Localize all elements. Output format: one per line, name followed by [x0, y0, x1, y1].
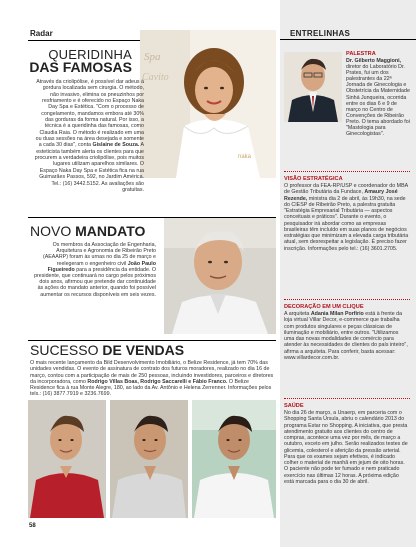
- article2-title: [30, 224, 145, 239]
- visao-person: Amaury José Rezende,: [284, 189, 398, 202]
- palestra-text: [346, 58, 410, 137]
- article2-title-light: NOVO: [30, 223, 76, 239]
- article3-text: O mais recente lançamento da Bild Desenvolvimento Imobiliário, o Belize Residence, já tem 70% das unidades vendidas. O evento de assinatura de contrato dos futuros moradores, realizado no dia 16 de março, contou com a participação de mais de 250 pessoas, incluindo investidores, parceiros e diretores da incorporadora, como: [30, 360, 274, 385]
- decoracao-heading: DECORAÇÃO EM UM CLIQUE: [284, 304, 364, 310]
- visao-text: [284, 183, 410, 252]
- page-number: 58: [29, 523, 36, 529]
- decoracao-text: [284, 311, 410, 361]
- article1-title-line2: DAS FAMOSAS: [29, 59, 132, 75]
- article2-person: João Paulo Figueiredo: [47, 260, 156, 273]
- article1-title-line1: QUERIDINHA: [48, 47, 132, 62]
- decoracao-body: A arquiteta: [284, 311, 311, 317]
- section-label: Radar: [30, 29, 53, 38]
- article3-title: [30, 343, 184, 358]
- article1-text-end: A esteticista também alerta os clientes para que procurem a verdadeira criolipólise, pois muitos lugares utilizam aparelhos similares. O Espaço Naka Day Spa e Estética fica na rua Guimarães Passos, 592, no Jardim América. Tel.: (16) 3442.5152. As avaliações são gratuitas.: [34, 142, 144, 193]
- visao-body: O professor da FEA-RP/USP e coordenador do MBA de Gestão Tributária da Fundace,: [284, 183, 408, 196]
- visao-body-end: ministra dia 2 de abril, às 19h30, na sede do CIESP de Ribeirão Preto, a palestra gratuita "Estratégia Empresarial Tributária — aspectos conceituais e práticos". Durante o evento, o pesquisador irá abordar como as empresas brasileiras têm incluído em suas planos de negócios estratégias que minimizam a elevada carga tributária atual, sem desrespeitar a legislação. É preciso fazer inscrição. Informações pelo tel.: (16) 3601.2705.: [284, 195, 409, 252]
- article3-text-end: O Belize Residence fica à rua Monte Alegre, 180, ao lado da Av. Antônio e Helena Zerrenner. Informações pelos tels.: (16) 3877.7919 e 3236.7699.: [30, 378, 272, 398]
- man-portrait-photo: [164, 218, 276, 334]
- sidebar-divider: [284, 299, 410, 300]
- palestra-heading: PALESTRA: [346, 51, 376, 57]
- article2-text-end: para a presidência da entidade. O presidente, que continuará no cargo pelos próximos dois anos, afirmou que pretende dar continuidade às ações do mandato anterior, quando foi possível aumentar os recursos disponíveis em seis vezes.: [34, 266, 156, 298]
- article3-title-bold: DE VENDAS: [102, 342, 185, 358]
- decoracao-body-end: está à frente da loja virtual Villar Decor, e-commerce que trabalha com produtos singulares e peças clássicas de iluminação e mobiliário, entre outros. "Utilizamos uma das novas modalidades de comércio para atender às necessidades de clientes do país inteiro", afirma a arquiteta. Para conferir, basta acessar: www.villardecor.com.br.: [284, 311, 408, 361]
- palestra-person: Dr. Gilberto Maggioni,: [346, 58, 402, 64]
- article1-text: Através da criolipólise, é possível dar adeus à gordura localizada sem cirurgia. O método, não invasivo, elimina os pneuzinhos por resfriamento e é oferecido no Espaço Naka Day Spa e Estética. "Com o processo de congelamento, mandamos embora até 30% das gorduras da forma natural. Por isso, a técnica é a queridinha das famosas, como Claudia Raia. O método é realizado em uma ou duas sessões na área desejada e somente a cada 30 dias", conta: [35, 79, 144, 149]
- article2-body: [34, 242, 156, 298]
- article3-people: Rodrigo Villas Boas, Rodrigo Saccarelli e Fábio Franco.: [87, 378, 228, 385]
- svg-text:Spa: Spa: [144, 51, 161, 63]
- sidebar-header: ENTRELINHAS: [290, 29, 351, 38]
- visao-heading: VISÃO ESTRATÉGICA: [284, 176, 343, 182]
- article1-title: [12, 48, 132, 74]
- woman-photo: [140, 30, 276, 178]
- palestra-body: diretor do Laboratório Dr. Prates, fui um dos palestrantes da 22ª Jornada de Ginecologia e Obstetrícia da Maternidade Sinhá Junqueira, ocorrida entre os dias 6 e 9 de março no Centro de Convenções de Ribeirão Preto. O tema abordado foi "Mastologia para Ginecologistas".: [346, 64, 410, 138]
- article2-text: Os membros da Associação de Engenharia, Arquitetura e Agronomia de Ribeirão Preto (AEAARP) foram às urnas no dia 25 de março e reelegeram o engenheiro civil: [42, 242, 156, 267]
- man-white-shirt-photo: [192, 400, 276, 518]
- man-red-shirt-photo: [28, 400, 106, 518]
- sidebar-divider: [284, 171, 410, 172]
- saude-text: No dia 26 de março, a Unaerp, em parceria com o Shopping Santa Úrsula, abriu o calendário 2013 do programa Estar no Shopping. A iniciativa, que presta atendimento gratuito aos clientes do centro de compras, acontece uma vez por mês, de março a outubro, exceto em julho. Serão realizados testes de glicemia, colesterol e aferição da pressão arterial. Para que os exames sejam efetivos, é indicado colher o material de manhã em jejum de oito horas. O paciente não pode ter fumado e nem praticado exercício nas últimas 12 horas. A próxima edição está marcada para o dia 30 de abril.: [284, 410, 408, 485]
- article3-title-light: SUCESSO: [30, 342, 103, 358]
- svg-text:Cavito: Cavito: [142, 72, 169, 83]
- article2-title-bold: MANDATO: [75, 223, 146, 239]
- saude-heading: SAÚDE: [284, 403, 304, 409]
- doctor-portrait-photo: [284, 52, 342, 122]
- sidebar-rule: [280, 39, 416, 40]
- man-grey-shirt-photo: [110, 400, 188, 518]
- sidebar-divider: [284, 398, 410, 399]
- decoracao-person: Adania Milan Porfírio: [310, 311, 364, 317]
- article3-body: [30, 360, 274, 398]
- article1-person: Gislaine de Souza.: [92, 142, 140, 149]
- svg-text:naka: naka: [238, 154, 252, 160]
- article3-rule: [28, 340, 276, 341]
- article1-body: [34, 79, 144, 193]
